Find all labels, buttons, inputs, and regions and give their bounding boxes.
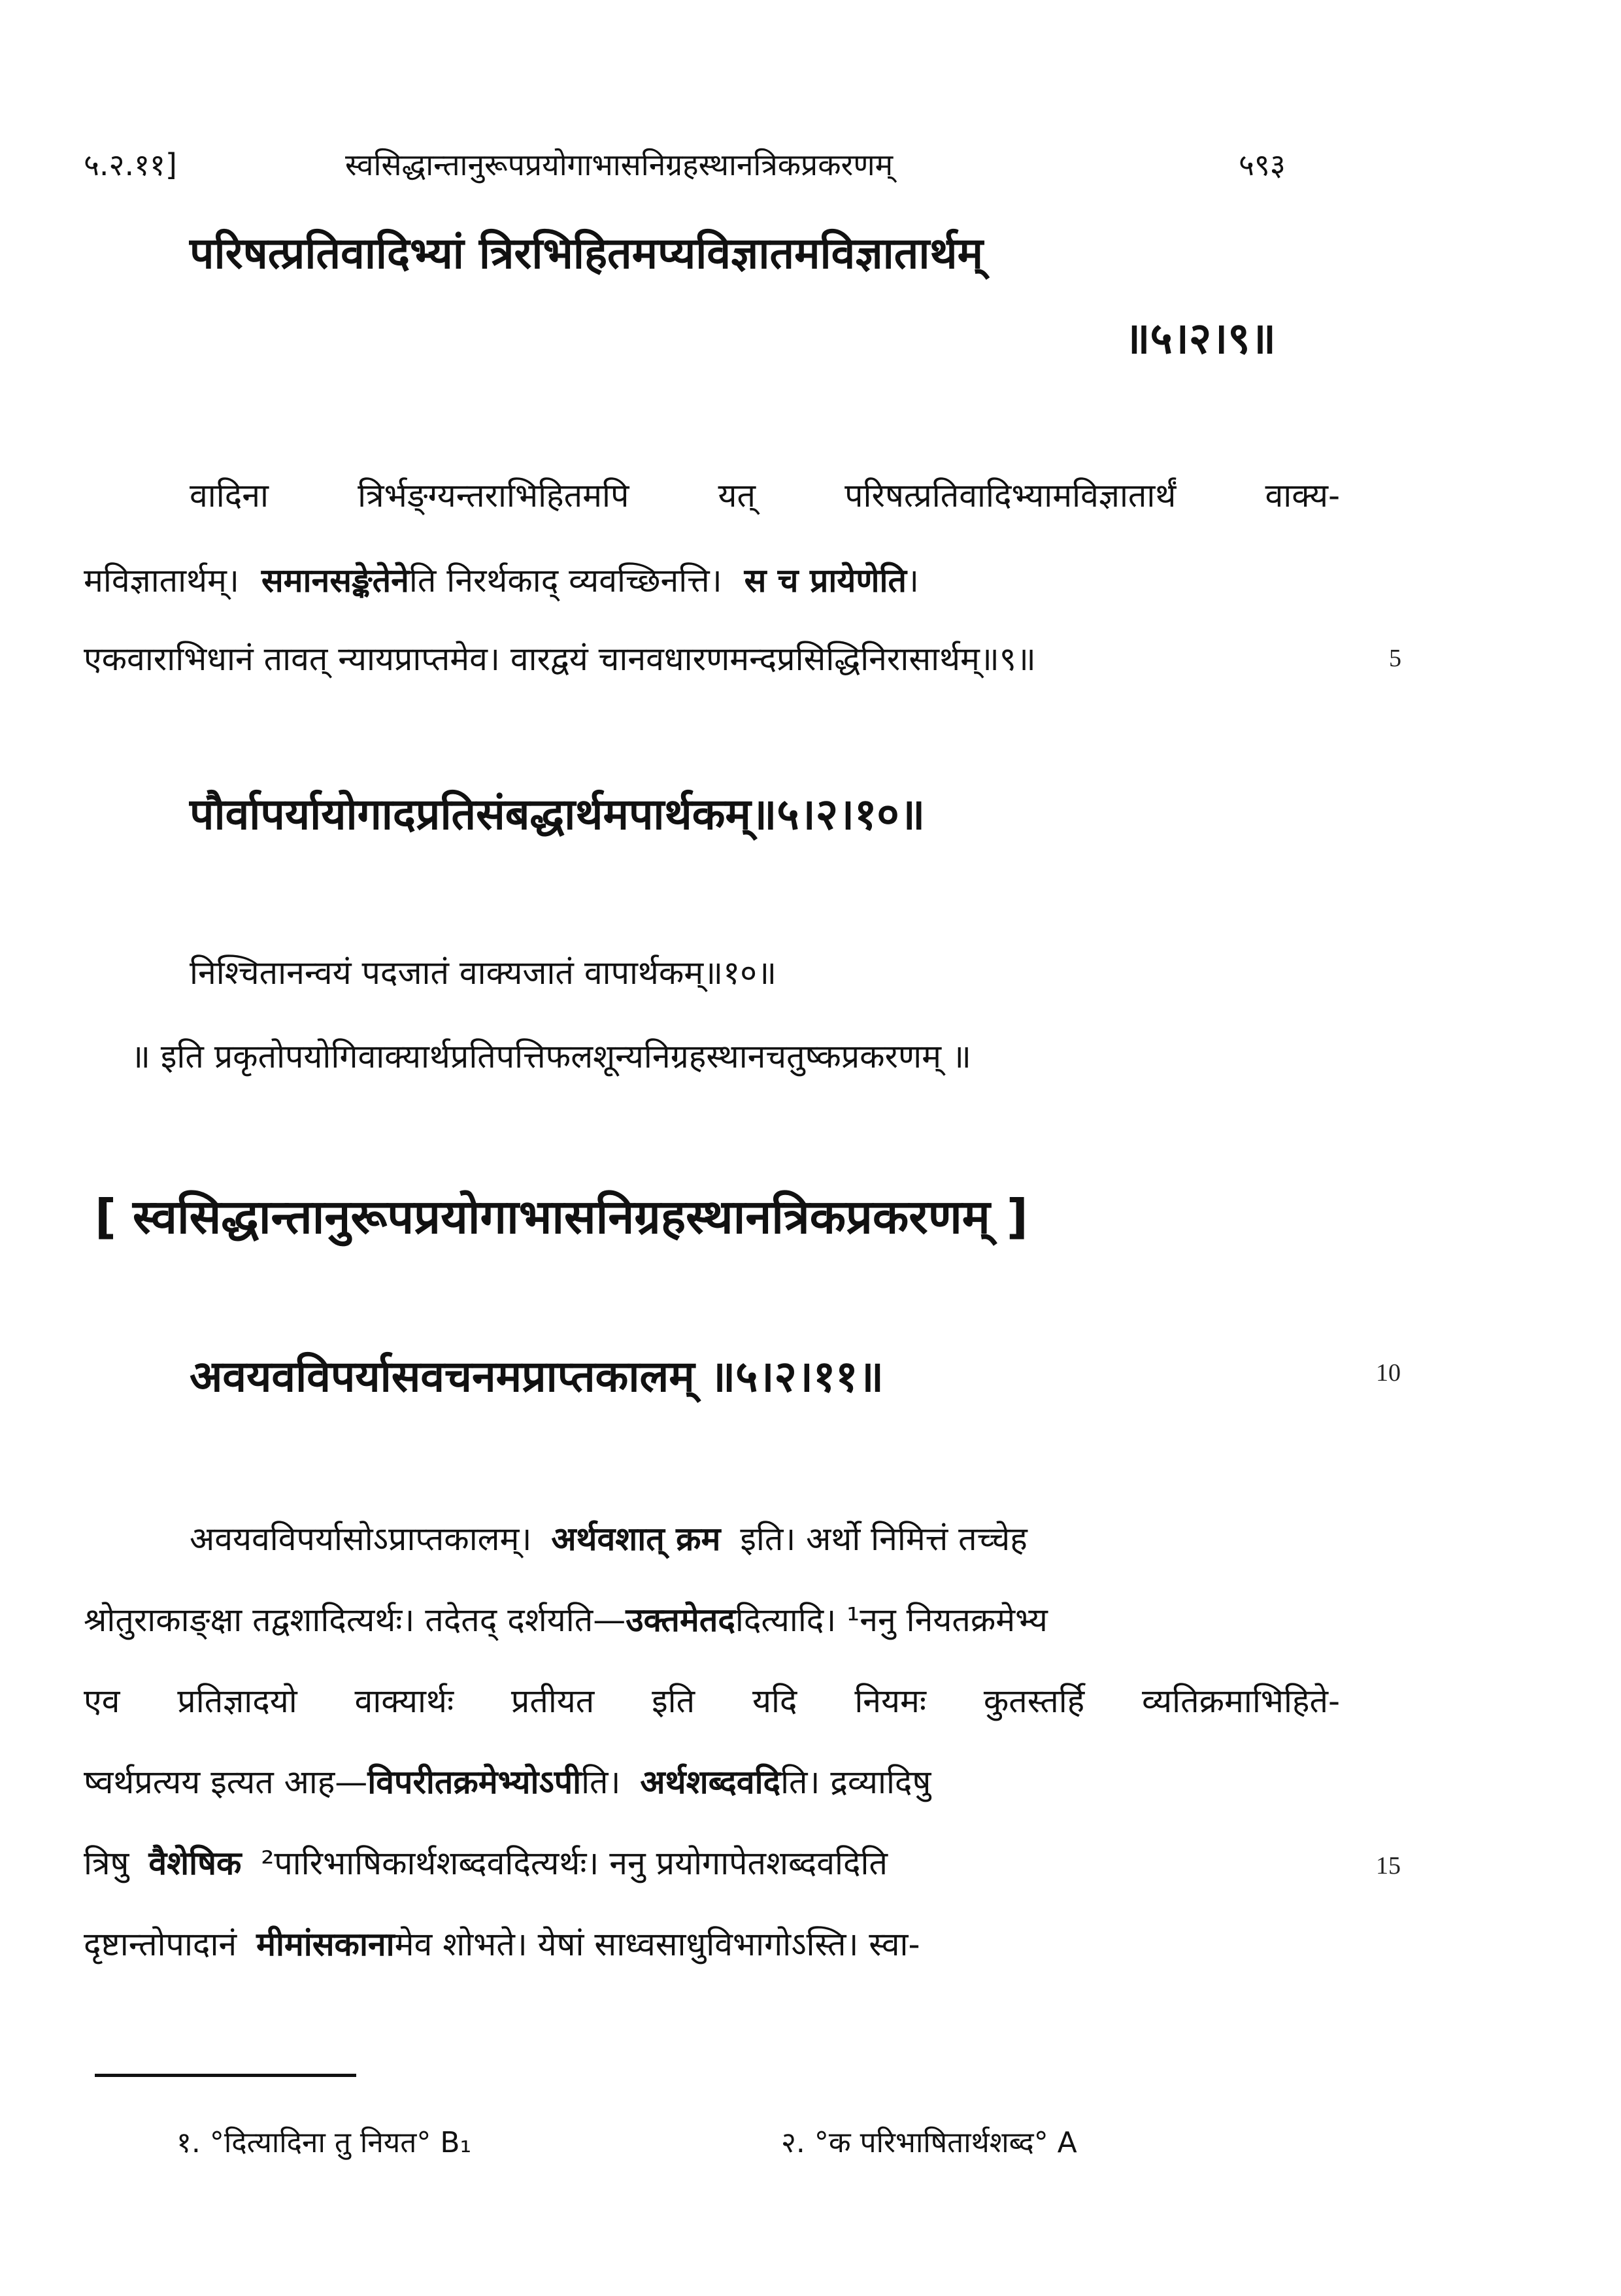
section-title: [ स्वसिद्धान्तानुरूपप्रयोगाभासनिग्रहस्थानत्रिकप्रकरणम् ] [95, 1189, 1028, 1244]
line-number-10: 10 [1376, 1359, 1401, 1387]
para-10-line-1: निश्चितानन्वयं पदजातं वाक्यजातं वापार्थकम्॥१०॥ [190, 954, 777, 992]
header-section-number: ५.२.११] [84, 147, 177, 182]
line-number-15: 15 [1376, 1852, 1401, 1880]
para-9-line-2-c: ति निरर्थकाद् व्यवच्छिनत्ति। [409, 562, 722, 599]
sutra-11: अवयवविपर्यासवचनमप्राप्तकालम् ॥५।२।११॥ [190, 1351, 884, 1402]
para-9-term-sa-ca: स च प्रायेणेति [744, 562, 907, 599]
sutra-9-number: ॥५।२।९॥ [1124, 313, 1277, 363]
para-9-line-2 [84, 557, 1340, 601]
para-11-term-arthasabda: अर्थशब्दवदि [640, 1763, 781, 1801]
para-11-l1-c: इति। अर्थो निमित्तं तच्चेह [740, 1520, 1028, 1558]
para-11-l4-e: ति। द्रव्यादिषु [780, 1763, 931, 1801]
para-9-line-1: वादिना त्रिर्भङ्ग्यन्तराभिहितमपि यत् परिषत्प्रतिवादिभ्यामविज्ञातार्थं वाक्य- [190, 477, 1340, 515]
para-10-colophon: ॥ इति प्रकृतोपयोगिवाक्यार्थप्रतिपत्तिफलशून्यनिग्रहस्थानचतुष्कप्रकरणम् ॥ [131, 1038, 971, 1075]
para-11-line-5 [84, 1840, 1340, 1884]
para-11-l5-a: त्रिषु [84, 1844, 129, 1882]
para-11-l4-a: ष्वर्थप्रत्यय इत्यत आह— [84, 1763, 368, 1801]
para-11-l5-c: ²पारिभाषिकार्थशब्दवदित्यर्थः। ननु प्रयोगापेतशब्दवदिति [261, 1844, 888, 1882]
para-11-l6-c: मेव शोभते। येषां साध्वसाधुविभागोऽस्ति। स्वा- [394, 1925, 920, 1963]
line-number-5: 5 [1389, 645, 1401, 672]
para-11-line-4 [84, 1759, 1340, 1803]
para-11-line-1 [190, 1515, 1340, 1560]
sutra-10: पौर्वापर्यायोगादप्रतिसंबद्धार्थमपार्थकम्॥५।२।१०॥ [190, 789, 926, 839]
para-11-l6-a: दृष्टान्तोपादानं [84, 1925, 237, 1963]
footnote-rule [95, 2074, 356, 2077]
para-11-term-arthavasat: अर्थवशात् क्रम [551, 1520, 721, 1558]
para-11-term-mimamsaka: मीमांसकाना [256, 1925, 395, 1963]
para-11-line-6 [84, 1921, 1340, 1965]
para-9-line-2-e: । [906, 562, 919, 599]
sutra-9-line-1: परिषत्प्रतिवादिभ्यां त्रिरभिहितमप्यविज्ञातमविज्ञातार्थम् [190, 228, 984, 279]
para-11-l4-c: ति। [581, 1763, 621, 1801]
header-page-number: ५९३ [1239, 147, 1286, 182]
para-9-line-3: एकवाराभिधानं तावत् न्यायप्राप्तमेव। वारद्वयं चानवधारणमन्दप्रसिद्धिनिरासार्थम्॥९॥ [84, 640, 1036, 678]
para-11-line-2 [84, 1596, 1340, 1641]
para-9-line-2-a: मविज्ञातार्थम्। [84, 562, 239, 599]
header-chapter-title: स्वसिद्धान्तानुरूपप्रयोगाभासनिग्रहस्थानत्रिकप्रकरणम् [345, 147, 894, 182]
para-11-l2-a: श्रोतुराकाङ्क्षा तद्वशादित्यर्थः। तदेतद् दर्शयति— [84, 1601, 626, 1639]
para-11-term-vaisesika: वैशेषिक [148, 1844, 242, 1882]
para-11-line-3: एव प्रतिज्ञादयो वाक्यार्थः प्रतीयत इति यदि नियमः कुतस्तर्हि व्यतिक्रमाभिहिते- [84, 1682, 1340, 1720]
footnote-2: २. °क परिभाषितार्थशब्द° A [781, 2126, 1077, 2159]
para-11-l2-c: दित्यादि। ¹ननु नियतक्रमेभ्य [735, 1601, 1048, 1639]
para-11-term-viparita: विपरीतक्रमेभ्योऽपी [367, 1763, 582, 1801]
footnote-1: १. °दित्यादिना तु नियत° B₁ [176, 2126, 472, 2159]
para-11-l1-a: अवयवविपर्यासोऽप्राप्तकालम्। [190, 1520, 532, 1558]
para-9-term-samana: समानसङ्केतेने [261, 562, 409, 599]
para-11-term-uktam: उक्तमेतद [626, 1601, 735, 1639]
